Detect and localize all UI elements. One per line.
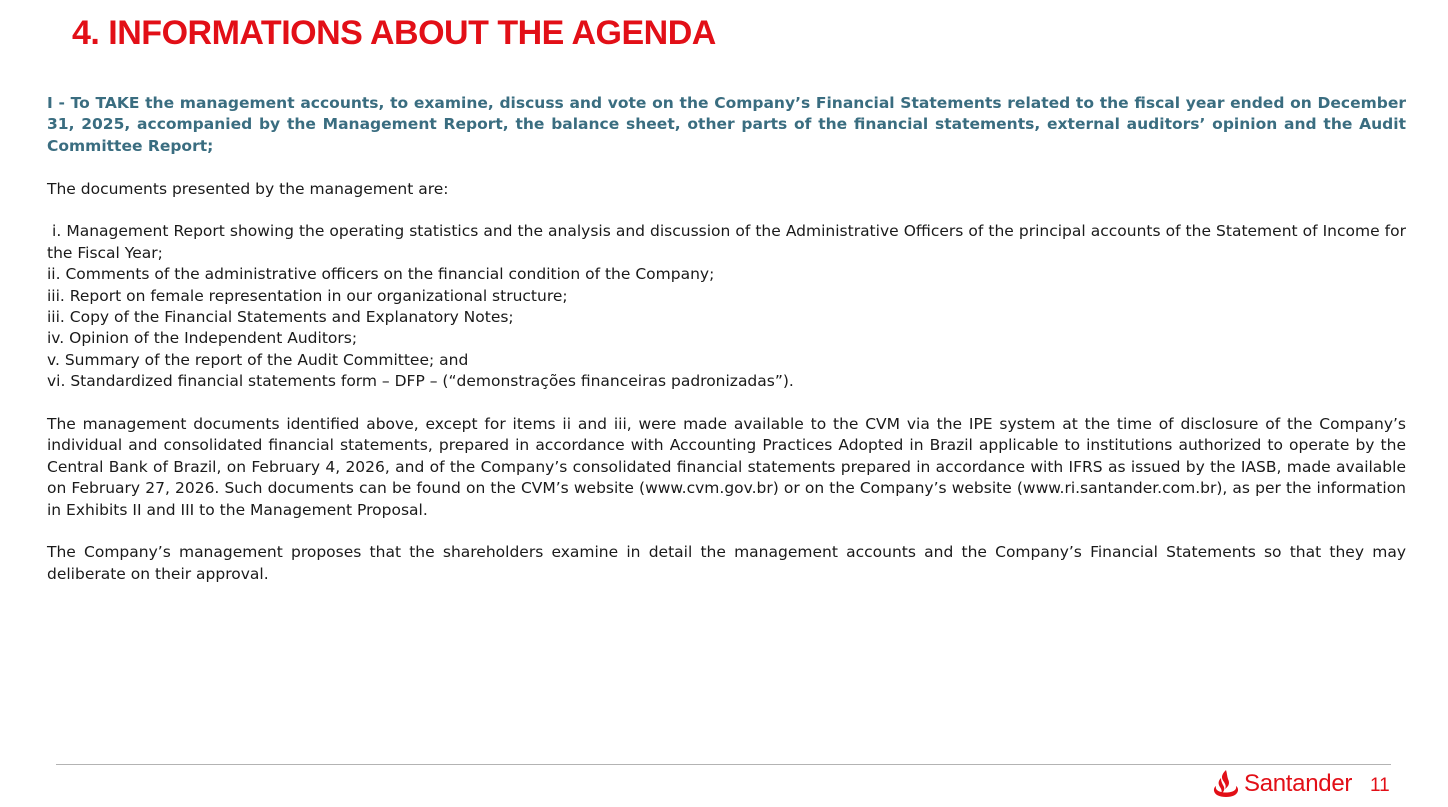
page-title: 4. INFORMATIONS ABOUT THE AGENDA [72, 14, 716, 52]
document-list-item: i. Management Report showing the operating statistics and the analysis and discussion of the Administrative Officers of the principal accounts of the Statement of Income for the Fiscal Year; [47, 222, 1411, 262]
agenda-body [47, 93, 1411, 585]
agenda-item-lead: I - To TAKE the management accounts, to examine, discuss and vote on the Company’s Financial Statements related to the fiscal year ended on December 31, 2025, accompanied by the Management Report, the balance sheet, other parts of the financial statements, external auditors’ opinion and the Audit Committee Report; [47, 94, 1406, 155]
availability-paragraph: The management documents identified above, except for items ii and iii, were made available to the CVM via the IPE system at the time of disclosure of the Company’s individual and consolidated financial statements, prepared in accordance with Accounting Practices Adopted in Brazil applicable to institutions authorized to operate by the Central Bank of Brazil, on February 4, 2026, and of the Company’s consolidated financial statements prepared in accordance with IFRS as issued by the IASB, made available on February 27, 2026. Such documents can be found on the CVM’s website (www.cvm.gov.br) or on the Company’s website (www.ri.santander.com.br), as per the information in Exhibits II and III to the Management Proposal. [47, 415, 1406, 519]
document-list-item: iii. Copy of the Financial Statements and Explanatory Notes; [47, 308, 514, 327]
footer-divider [56, 764, 1391, 765]
document-list-item: v. Summary of the report of the Audit Committee; and [47, 350, 469, 369]
paragraph-gap [47, 200, 1406, 221]
brand-name: Santander [1244, 770, 1353, 797]
paragraph-gap [47, 157, 1406, 178]
santander-flame-icon [1212, 769, 1240, 799]
documents-intro: The documents presented by the management are: [47, 179, 449, 198]
document-list-item: iv. Opinion of the Independent Auditors; [47, 329, 358, 348]
proposal-paragraph: The Company’s management proposes that the shareholders examine in detail the management accounts and the Company’s Financial Statements so that they may deliberate on their approval. [47, 543, 1406, 583]
santander-logo [1212, 768, 1352, 800]
document-list-item: ii. Comments of the administrative officers on the financial condition of the Company; [47, 265, 715, 284]
document-list-item: iii. Report on female representation in our organizational structure; [47, 286, 568, 305]
document-list-item: vi. Standardized financial statements form – DFP – (“demonstrações financeiras padronizadas”). [47, 372, 794, 391]
paragraph-gap [47, 393, 1406, 414]
page-number: 11 [1370, 775, 1390, 796]
paragraph-gap [47, 521, 1406, 542]
